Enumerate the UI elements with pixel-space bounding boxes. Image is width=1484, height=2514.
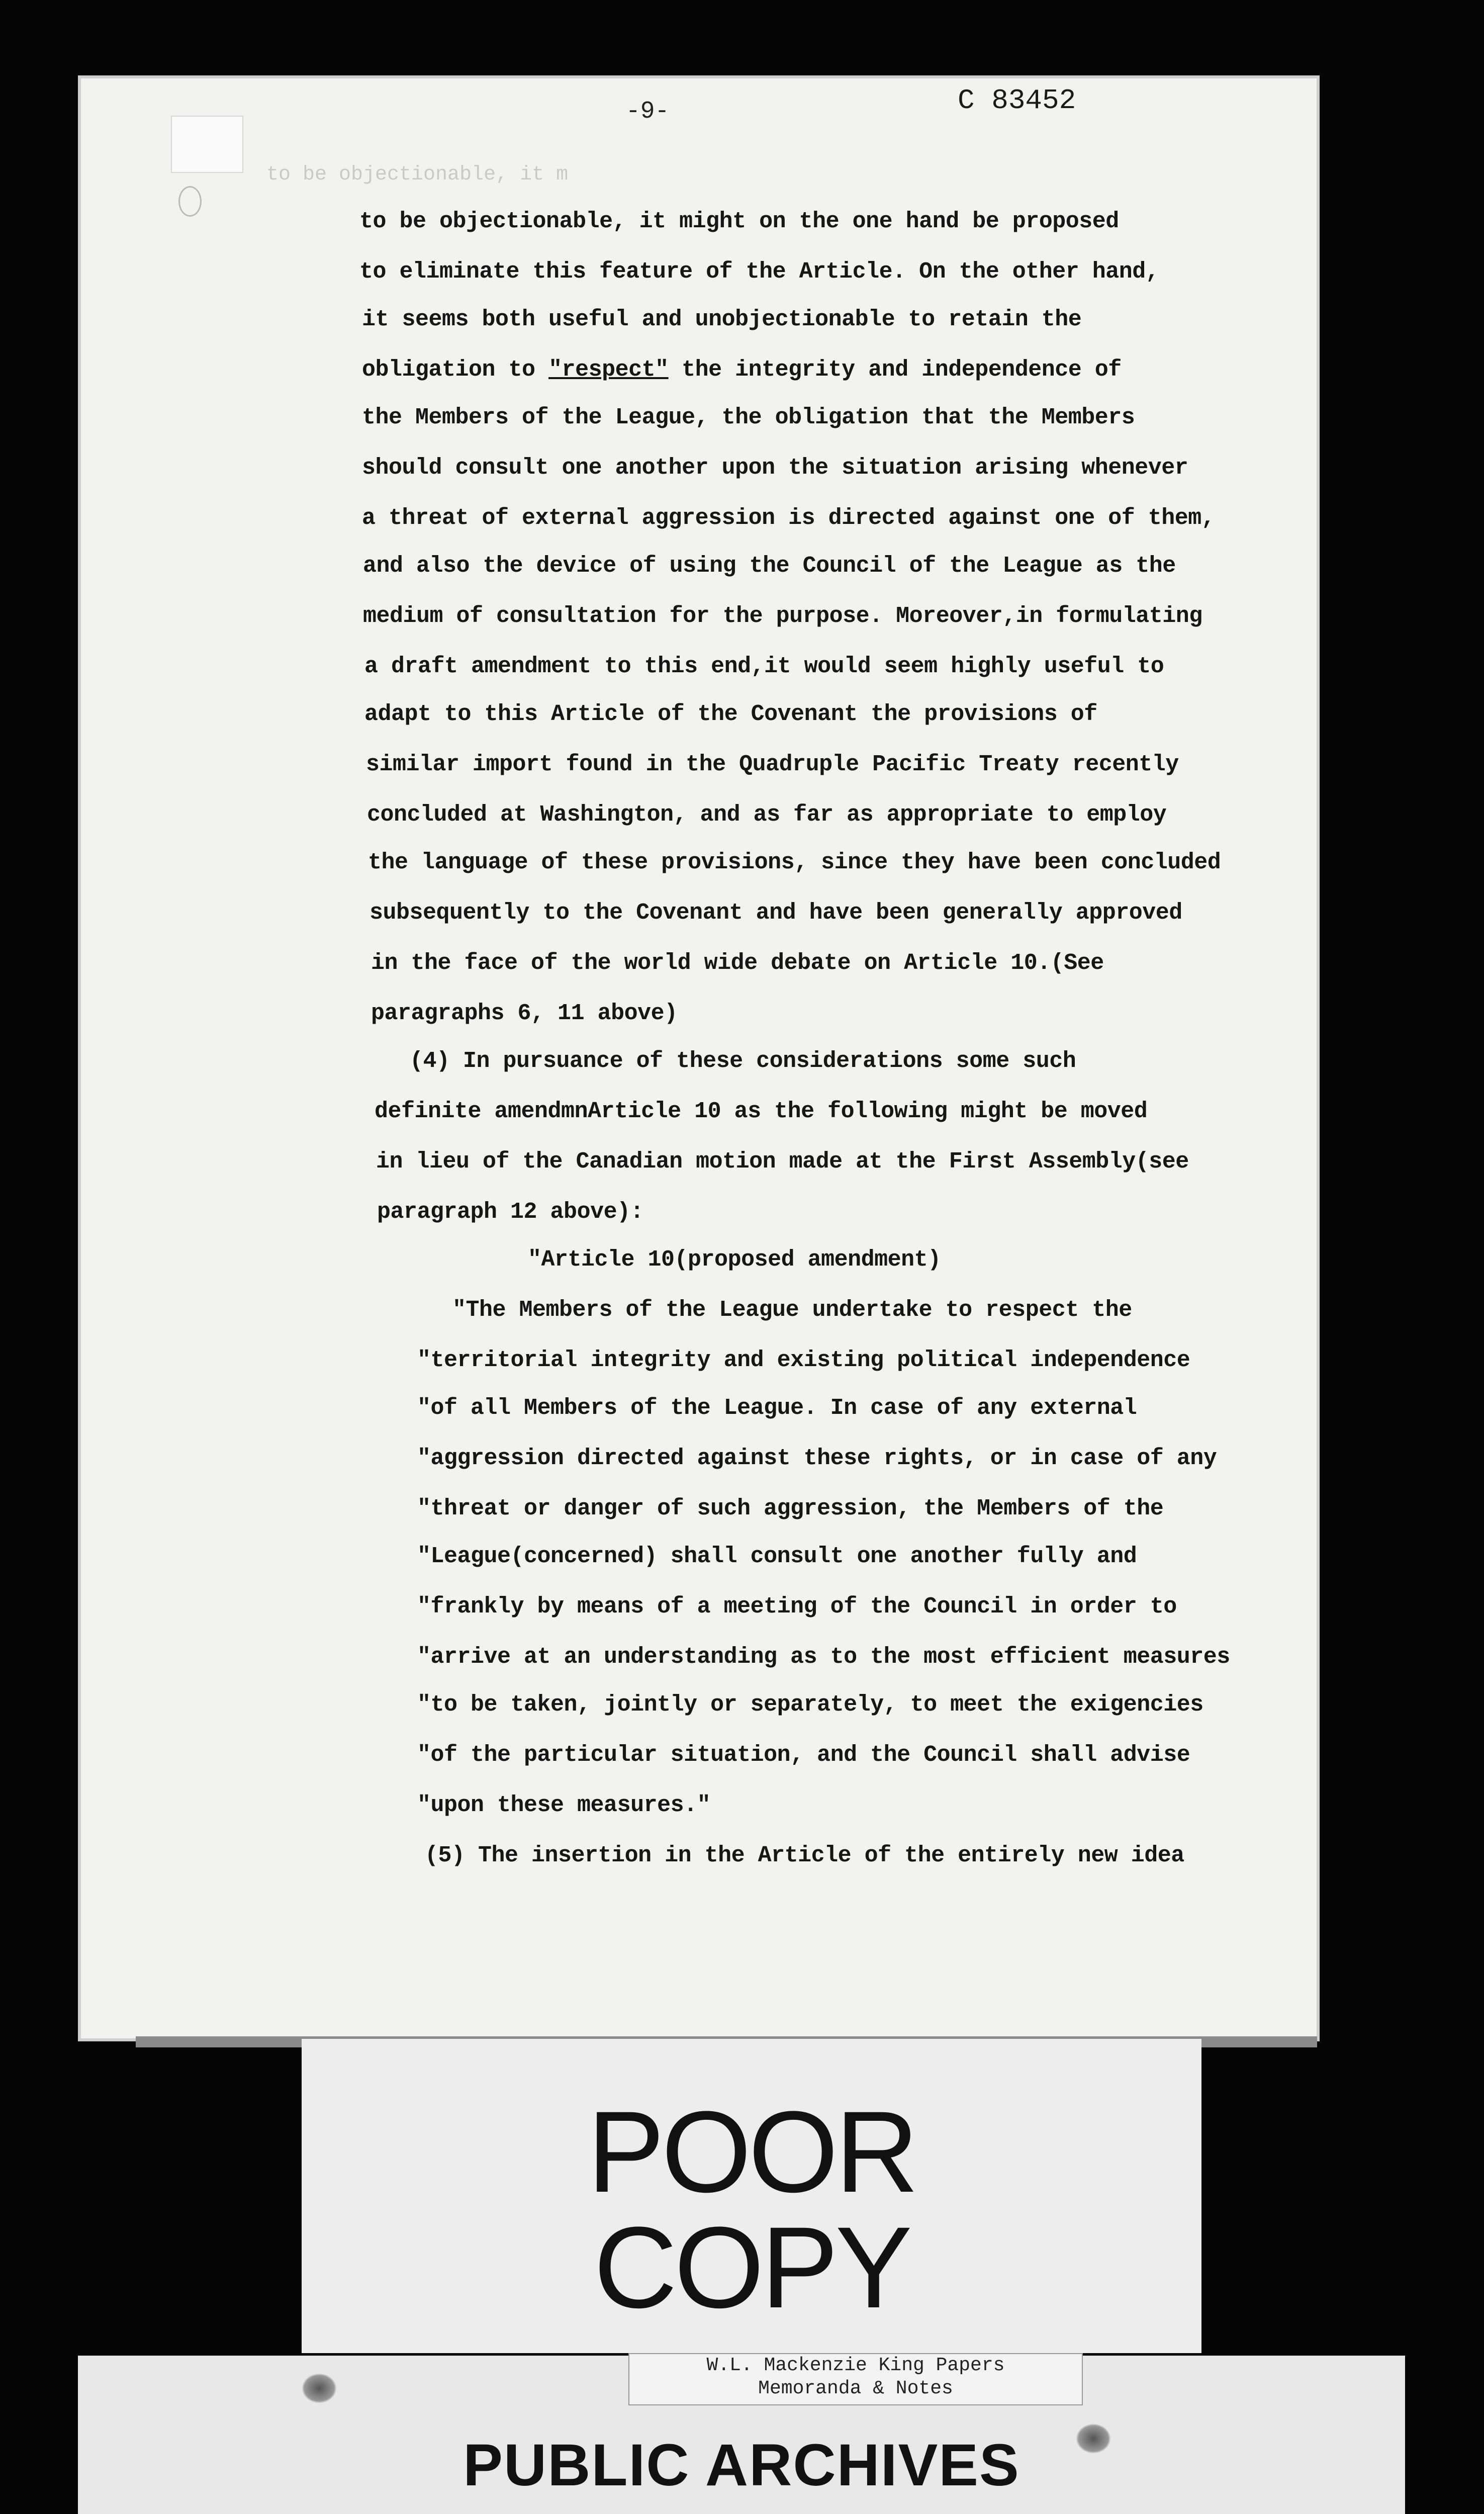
text-line: "upon these measures.": [417, 1792, 711, 1818]
text-line: paragraphs 6, 11 above): [371, 1001, 678, 1026]
text-line: "threat or danger of such aggression, the Members of the: [417, 1496, 1164, 1521]
poor-copy-line1: POOR: [587, 2087, 916, 2216]
text-line: should consult one another upon the situation arising whenever: [362, 455, 1188, 481]
text-line: "territorial integrity and existing political independence: [417, 1348, 1190, 1373]
poor-copy-line2: COPY: [594, 2203, 909, 2332]
stain-mark: [302, 2373, 337, 2403]
text-line: "League(concerned) shall consult one another fully and: [417, 1544, 1137, 1569]
text-line: subsequently to the Covenant and have been generally approved: [369, 900, 1182, 926]
reference-number: C 83452: [958, 84, 1076, 117]
text-line: it seems both useful and unobjectionable to retain the: [362, 307, 1082, 332]
text-line: "of all Members of the League. In case of any external: [417, 1395, 1137, 1421]
text-line: "to be taken, jointly or separately, to meet the exigencies: [417, 1692, 1203, 1718]
text-line: and also the device of using the Council of the League as the: [363, 553, 1176, 579]
text-line: "aggression directed against these rights, or in case of any: [417, 1446, 1217, 1471]
text-line-end: the integrity and independence of: [668, 357, 1122, 383]
text-line: paragraph 12 above):: [377, 1199, 644, 1225]
stain-mark: [1076, 2423, 1111, 2454]
text-line: definite amendmnArticle 10 as the following might be moved: [375, 1099, 1148, 1124]
text-line: [362, 357, 1122, 383]
archives-line1: PUBLIC ARCHIVES: [463, 2432, 1020, 2498]
text-line: in lieu of the Canadian motion made at the First Assembly(see: [376, 1149, 1189, 1175]
emphasized-word: "respect": [548, 357, 669, 383]
text-line: "of the particular situation, and the Council shall advise: [417, 1742, 1190, 1768]
text-line: "The Members of the League undertake to respect the: [452, 1297, 1132, 1323]
text-line: (4) In pursuance of these considerations some such: [410, 1048, 1076, 1074]
text-line: (5) The insertion in the Article of the entirely new idea: [425, 1843, 1184, 1868]
text-line: similar import found in the Quadruple Pacific Treaty recently: [366, 752, 1179, 777]
text-line: adapt to this Article of the Covenant the provisions of: [364, 701, 1097, 727]
text-line: in the face of the world wide debate on Article 10.(See: [371, 950, 1104, 976]
text-line: "frankly by means of a meeting of the Council in order to: [417, 1594, 1177, 1620]
poor-copy-card: [302, 2039, 1201, 2353]
collection-label-line2: Memoranda & Notes: [758, 2378, 953, 2399]
text-line: a draft amendment to this end,it would seem highly useful to: [364, 654, 1164, 679]
text-line: the Members of the League, the obligation that the Members: [362, 405, 1135, 430]
text-line: "Article 10(proposed amendment): [528, 1247, 941, 1273]
text-line: the language of these provisions, since they have been concluded: [368, 850, 1221, 875]
collection-label-line1: W.L. Mackenzie King Papers: [706, 2355, 1005, 2376]
text-line: "arrive at an understanding as to the most efficient measures: [417, 1644, 1230, 1670]
text-line: concluded at Washington, and as far as appropriate to employ: [367, 802, 1167, 828]
text-line: to be objectionable, it might on the one hand be proposed: [359, 209, 1119, 234]
faint-bleed-text: to be objectionable, it m: [266, 163, 569, 186]
tape-mark: [171, 116, 243, 173]
page-number: -9-: [626, 98, 670, 125]
collection-label: [628, 2353, 1083, 2405]
text-line: to eliminate this feature of the Article. On the other hand,: [359, 259, 1159, 285]
text-line: medium of consultation for the purpose. Moreover,in formulating: [363, 603, 1202, 629]
text-line-start: obligation to: [362, 357, 535, 383]
text-line: a threat of external aggression is directed against one of them,: [362, 505, 1215, 531]
punch-hole: [178, 186, 202, 217]
